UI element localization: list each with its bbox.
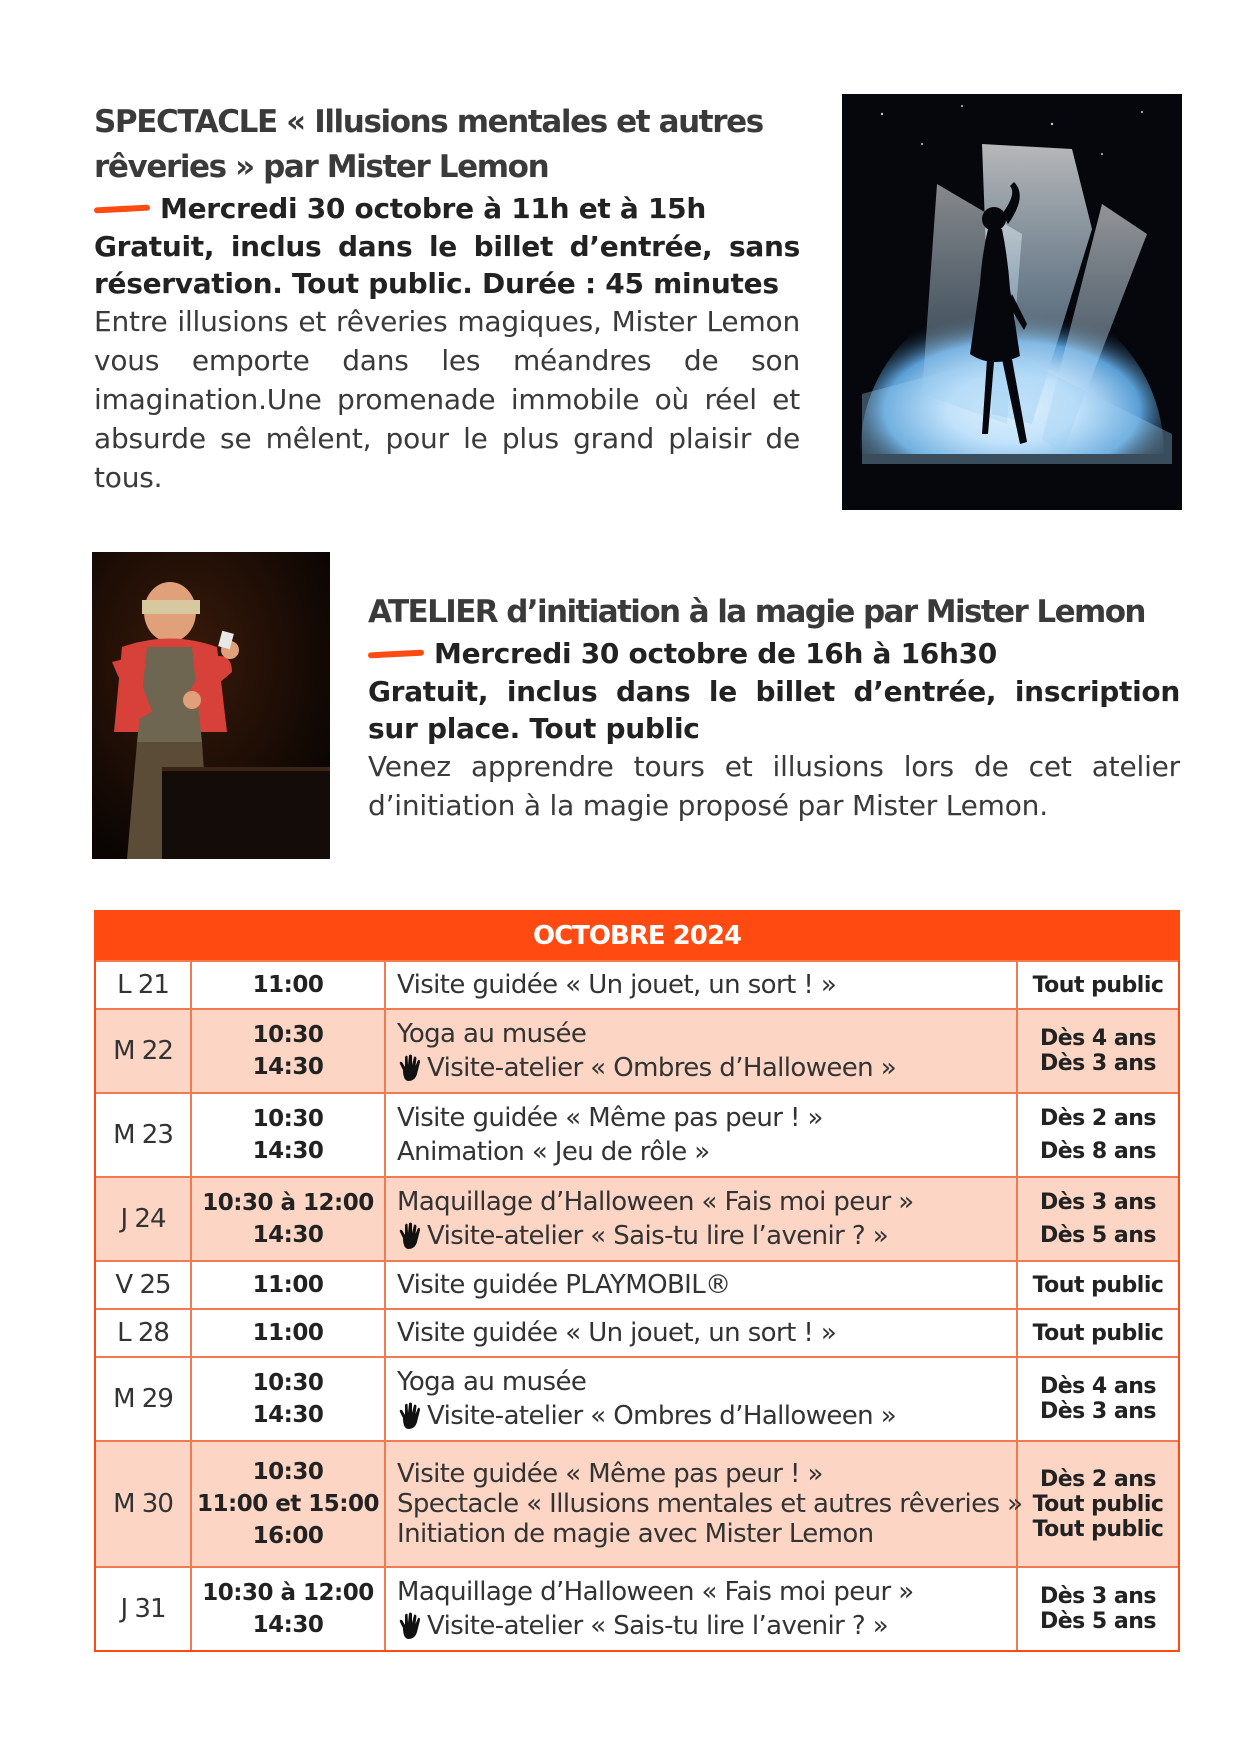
event-spectacle	[94, 100, 800, 497]
event2-description: Venez apprendre tours et illusions lors de cet atelier d’initiation à la magie proposé par Mister Lemon.	[368, 750, 1180, 822]
activity-text: Visite guidée « Même pas peur ! »	[397, 1103, 823, 1133]
accent-dash	[94, 205, 150, 214]
table-row	[96, 1566, 1178, 1650]
day-cell	[96, 1094, 192, 1176]
time-cell	[192, 1010, 386, 1092]
audience-value: Dès 4 ans	[1039, 1026, 1156, 1051]
activity-text: Maquillage d’Halloween « Fais moi peur »	[397, 1577, 914, 1607]
activity-text: Spectacle « Illusions mentales et autres rêveries »	[397, 1489, 1023, 1519]
audience-value: Dès 3 ans	[1039, 1051, 1156, 1076]
event2-title: ATELIER d’initiation à la magie par Mister Lemon	[368, 594, 1145, 630]
time-value: 11:00 et 15:00	[196, 1491, 380, 1517]
table-row	[96, 1356, 1178, 1440]
event-title-line1: SPECTACLE « Illusions mentales et autres	[94, 104, 763, 140]
day-label: J 24	[120, 1204, 166, 1234]
activity-line	[397, 1270, 1016, 1300]
schedule-table	[94, 910, 1180, 1652]
time-cell	[192, 1568, 386, 1650]
table-body	[96, 960, 1178, 1650]
audience-value: Dès 2 ans	[1039, 1466, 1156, 1492]
magician-photo	[92, 552, 330, 859]
audience-value: Tout public	[1032, 972, 1164, 998]
time-value: 14:30	[252, 1138, 324, 1164]
activity-cell	[386, 962, 1018, 1008]
event2-date	[368, 635, 1180, 673]
day-label: M 22	[113, 1036, 173, 1066]
time-cell	[192, 1262, 386, 1308]
day-cell	[96, 1568, 192, 1650]
time-value: 14:30	[252, 1402, 324, 1428]
activity-line	[397, 1459, 1016, 1489]
audience-value: Dès 2 ans	[1039, 1106, 1156, 1131]
activity-line	[397, 970, 1016, 1000]
time-cell	[192, 1358, 386, 1440]
activity-line	[397, 1611, 1016, 1641]
activity-text: Visite guidée « Un jouet, un sort ! »	[397, 1318, 837, 1348]
audience-cell	[1018, 1178, 1178, 1260]
activity-text: Maquillage d’Halloween « Fais moi peur »	[397, 1187, 914, 1217]
day-cell	[96, 1010, 192, 1092]
audience-cell	[1018, 1310, 1178, 1356]
time-cell	[192, 1442, 386, 1566]
activity-cell	[386, 1310, 1018, 1356]
day-label: V 25	[115, 1270, 171, 1300]
table-row	[96, 1308, 1178, 1356]
activity-cell	[386, 1442, 1023, 1566]
activity-line	[397, 1187, 1016, 1217]
activity-line	[397, 1489, 1023, 1519]
event-title-line2: rêveries » par Mister Lemon	[94, 149, 549, 185]
table-row	[96, 1176, 1178, 1260]
day-cell	[96, 1442, 192, 1566]
audience-cell	[1018, 1094, 1178, 1176]
activity-cell	[386, 1568, 1018, 1650]
time-cell	[192, 1310, 386, 1356]
day-label: M 30	[113, 1489, 173, 1519]
time-value: 16:00	[252, 1523, 324, 1549]
audience-value: Dès 5 ans	[1039, 1609, 1156, 1634]
activity-text: Initiation de magie avec Mister Lemon	[397, 1519, 874, 1549]
activity-line	[397, 1367, 1016, 1397]
activity-cell	[386, 1358, 1018, 1440]
hand-icon	[397, 1222, 423, 1250]
activity-text: Visite guidée « Un jouet, un sort ! »	[397, 970, 837, 1000]
activity-text: Visite-atelier « Ombres d’Halloween »	[427, 1401, 897, 1431]
time-value: 10:30	[252, 1370, 324, 1396]
activity-text: Visite-atelier « Sais-tu lire l’avenir ? »	[427, 1221, 889, 1251]
accent-dash	[368, 650, 424, 659]
table-row	[96, 960, 1178, 1008]
audience-cell	[1018, 1358, 1178, 1440]
activity-line	[397, 1019, 1016, 1049]
day-label: J 31	[120, 1594, 166, 1624]
audience-value: Dès 3 ans	[1039, 1399, 1156, 1424]
audience-value: Dès 4 ans	[1039, 1374, 1156, 1399]
day-cell	[96, 1178, 192, 1260]
activity-line	[397, 1103, 1016, 1133]
time-value: 11:00	[252, 1320, 324, 1346]
activity-line	[397, 1053, 1016, 1083]
time-cell	[192, 1178, 386, 1260]
audience-value: Dès 8 ans	[1039, 1139, 1156, 1164]
hand-icon	[397, 1402, 423, 1430]
day-cell	[96, 1358, 192, 1440]
audience-value: Dès 5 ans	[1039, 1223, 1156, 1248]
day-cell	[96, 1262, 192, 1308]
table-row	[96, 1092, 1178, 1176]
activity-cell	[386, 1094, 1018, 1176]
activity-line	[397, 1519, 1016, 1549]
day-cell	[96, 1310, 192, 1356]
audience-cell	[1018, 1442, 1178, 1566]
activity-text: Yoga au musée	[397, 1367, 587, 1397]
activity-text: Visite guidée « Même pas peur ! »	[397, 1459, 823, 1489]
audience-cell	[1018, 962, 1178, 1008]
time-value: 14:30	[252, 1222, 324, 1248]
hand-icon	[397, 1054, 423, 1082]
event-date-text: Mercredi 30 octobre à 11h et à 15h	[160, 192, 706, 225]
event2-date-text: Mercredi 30 octobre de 16h à 16h30	[434, 637, 997, 670]
table-header: OCTOBRE 2024	[96, 912, 1178, 960]
activity-text: Visite-atelier « Ombres d’Halloween »	[427, 1053, 897, 1083]
audience-cell	[1018, 1010, 1178, 1092]
time-value: 10:30 à 12:00	[202, 1580, 374, 1606]
time-value: 10:30 à 12:00	[202, 1190, 374, 1216]
time-value: 11:00	[252, 1272, 324, 1298]
audience-value: Dès 3 ans	[1039, 1584, 1156, 1609]
event-date	[94, 190, 800, 228]
activity-text: Visite-atelier « Sais-tu lire l’avenir ? »	[427, 1611, 889, 1641]
event-description: Entre illusions et rêveries magiques, Mister Lemon vous emporte dans les méandres de son imagination.Une promenade immobile où réel et absurde se mêlent, pour le plus grand plaisir de tous.	[94, 305, 800, 494]
activity-line	[397, 1318, 1016, 1348]
activity-text: Yoga au musée	[397, 1019, 587, 1049]
event-info: Gratuit, inclus dans le billet d’entrée, sans réservation. Tout public. Durée : 45 minutes	[94, 230, 800, 300]
audience-value: Tout public	[1032, 1272, 1164, 1298]
time-cell	[192, 1094, 386, 1176]
time-value: 10:30	[252, 1459, 324, 1485]
event-atelier	[368, 590, 1180, 825]
day-cell	[96, 962, 192, 1008]
time-cell	[192, 962, 386, 1008]
time-value: 10:30	[252, 1022, 324, 1048]
activity-text: Animation « Jeu de rôle »	[397, 1137, 710, 1167]
audience-value: Tout public	[1032, 1491, 1164, 1517]
audience-value: Dès 3 ans	[1039, 1190, 1156, 1215]
day-label: M 29	[113, 1384, 173, 1414]
day-label: L 28	[117, 1318, 169, 1348]
audience-value: Tout public	[1032, 1516, 1164, 1542]
day-label: M 23	[113, 1120, 173, 1150]
activity-line	[397, 1137, 1016, 1167]
activity-cell	[386, 1010, 1018, 1092]
dancer-light-photo	[842, 94, 1182, 510]
activity-cell	[386, 1262, 1018, 1308]
event2-info: Gratuit, inclus dans le billet d’entrée, inscription sur place. Tout public	[368, 675, 1180, 745]
activity-line	[397, 1401, 1016, 1431]
audience-value: Tout public	[1032, 1320, 1164, 1346]
time-value: 14:30	[252, 1054, 324, 1080]
time-value: 10:30	[252, 1106, 324, 1132]
audience-cell	[1018, 1568, 1178, 1650]
hand-icon	[397, 1612, 423, 1640]
time-value: 14:30	[252, 1612, 324, 1638]
activity-line	[397, 1577, 1016, 1607]
table-row	[96, 1008, 1178, 1092]
day-label: L 21	[117, 970, 169, 1000]
table-row	[96, 1440, 1178, 1566]
time-value: 11:00	[252, 972, 324, 998]
audience-cell	[1018, 1262, 1178, 1308]
table-row	[96, 1260, 1178, 1308]
activity-text: Visite guidée PLAYMOBIL®	[397, 1270, 731, 1300]
activity-cell	[386, 1178, 1018, 1260]
activity-line	[397, 1221, 1016, 1251]
